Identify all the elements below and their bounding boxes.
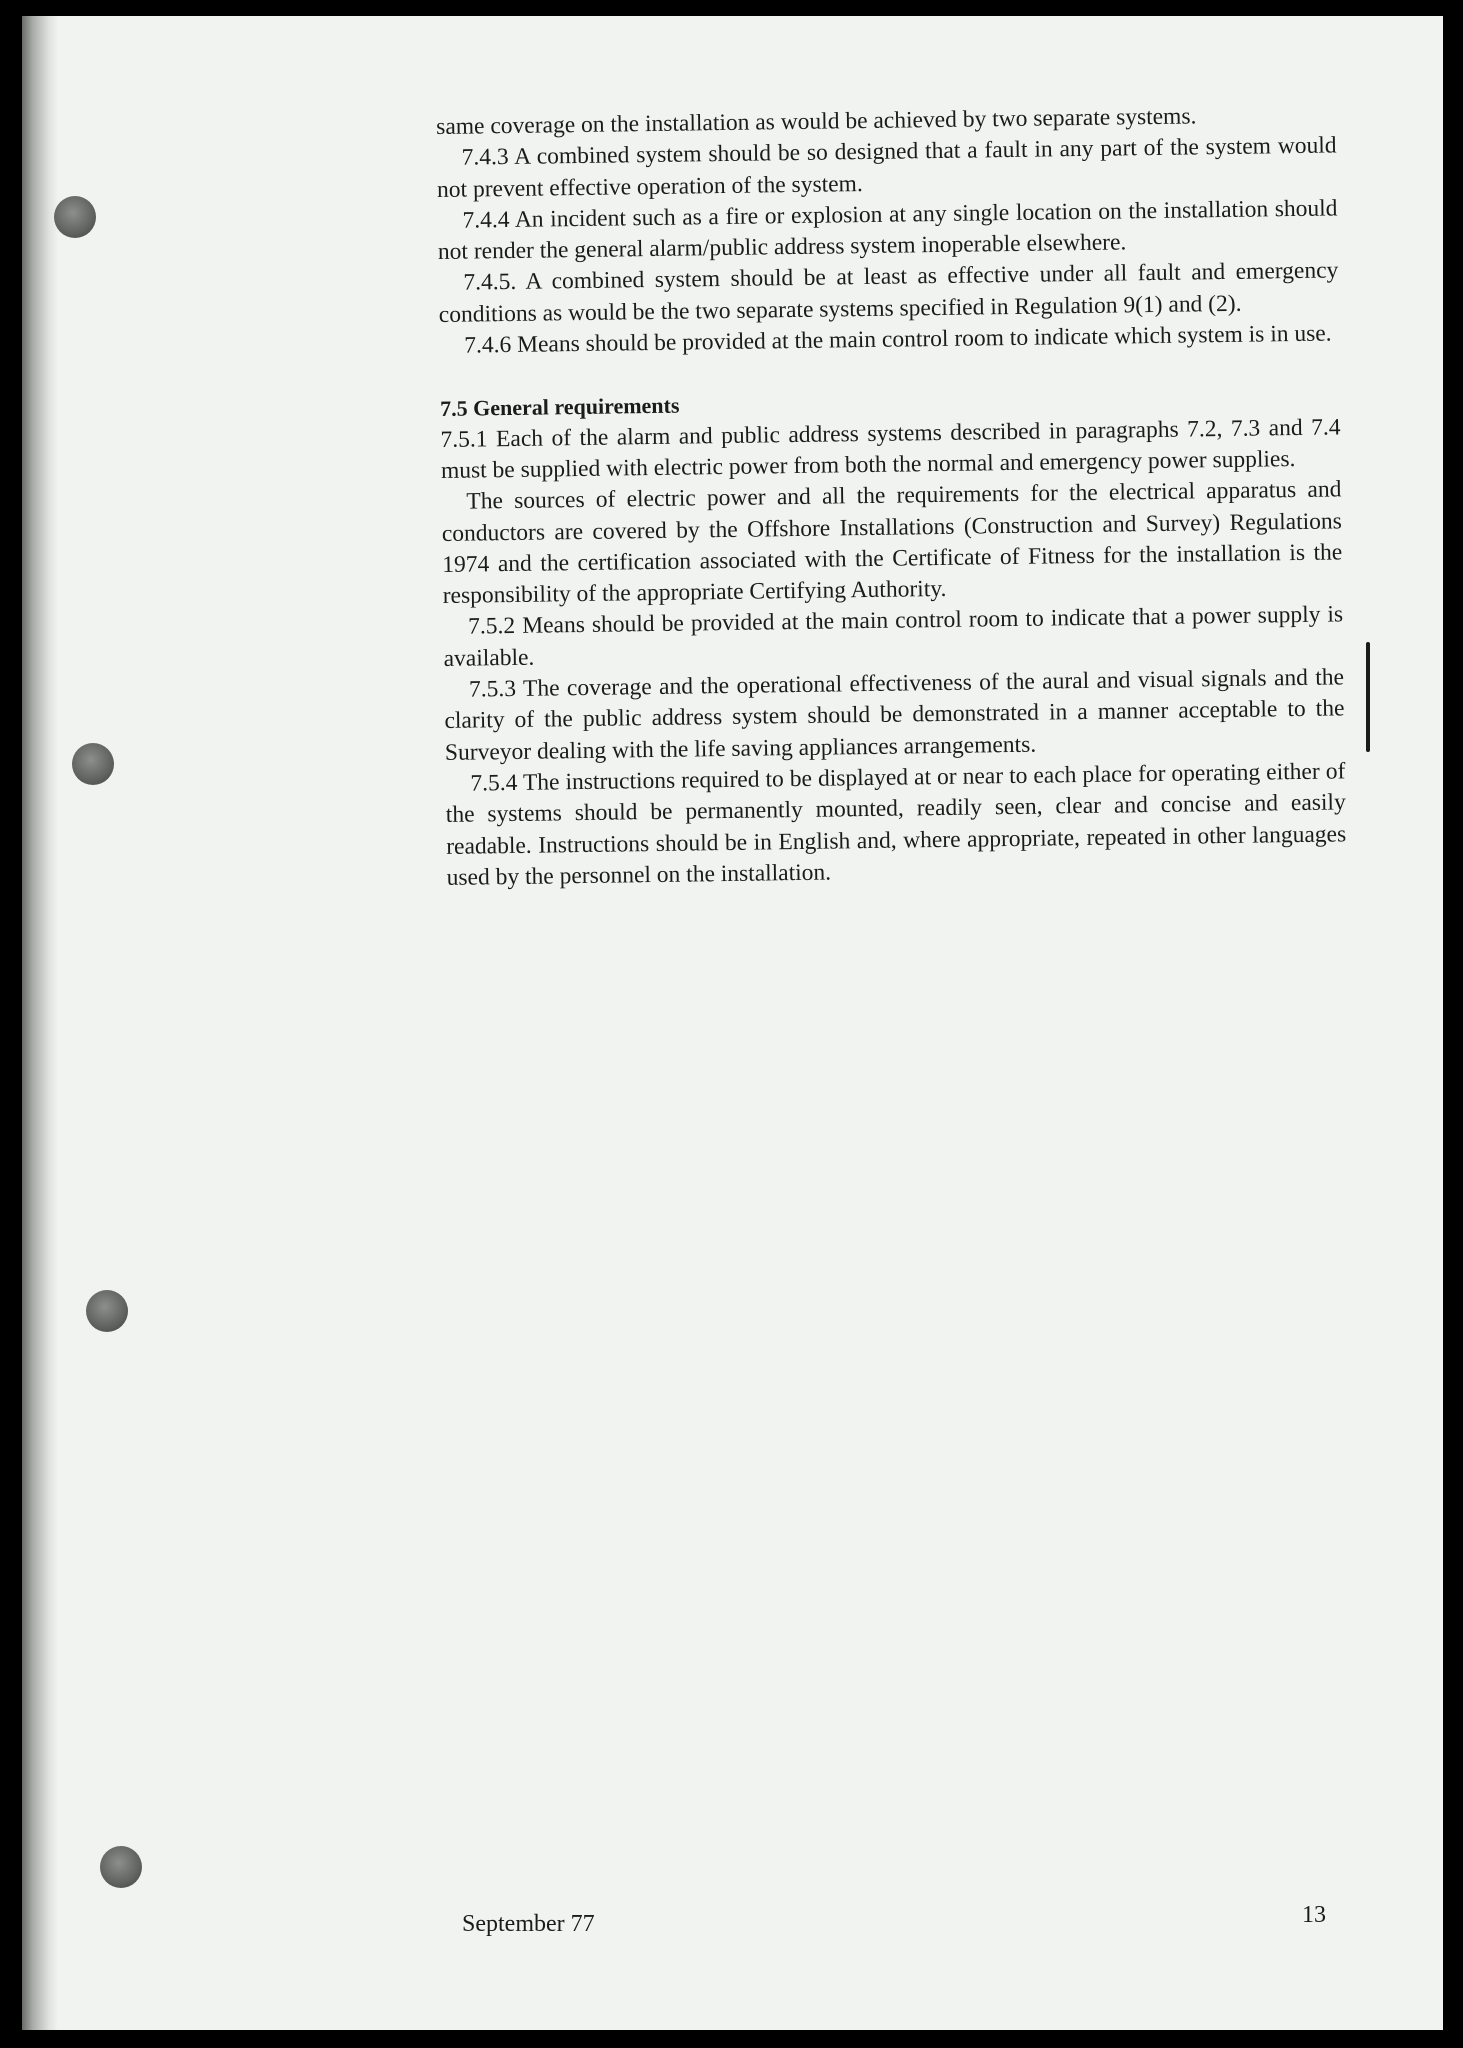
- document-page: [22, 16, 1443, 2030]
- punch-hole-4: [100, 1846, 142, 1888]
- paragraph-continuation: same coverage on the installation as would be achieved by two separate systems.: [436, 103, 1197, 140]
- punch-hole-1: [54, 196, 96, 238]
- page-number: 13: [1302, 1902, 1326, 1928]
- punch-hole-3: [86, 1290, 128, 1332]
- body-text: [436, 99, 1347, 894]
- footer-date: September 77: [462, 1911, 595, 1937]
- paragraph-7-5-2: 7.5.2 Means should be provided at the main control room to indicate that a power supply is available.: [443, 601, 1344, 672]
- paragraph-7-4-5: 7.4.5. A combined system should be at least as effective under all fault and emergency conditions as would be the two separate systems specified in Regulation 9(1) and (2).: [438, 257, 1339, 328]
- margin-pen-mark: [1366, 642, 1370, 752]
- paragraph-power-sources: The sources of electric power and all the requirements for the electrical apparatus and conductors are covered by the Offshore Installations (Construction and Survey) Regulations 1974 and the certification associated with the Certificate of Fitness for the installation is the responsibility of the appropriate Certifying Authority.: [441, 476, 1343, 610]
- punch-hole-2: [72, 743, 114, 785]
- paragraph-7-5-4: 7.5.4 The instructions required to be displayed at or near to each place for operating either of the systems should be permanently mounted, readily seen, clear and concise and easily readable. Instructions should be in English and, where appropriate, repeated in other languages used by the personnel on the installation.: [445, 758, 1347, 891]
- paragraph-7-5-1: 7.5.1 Each of the alarm and public address systems described in paragraphs 7.2, 7.3 and 7.4 must be supplied with electric power from both the normal and emergency power supplies.: [440, 414, 1341, 484]
- paragraph-7-4-6: 7.4.6 Means should be provided at the main control room to indicate which system is in use.: [464, 320, 1332, 359]
- paragraph-7-4-3: 7.4.3 A combined system should be so designed that a fault in any part of the system would not prevent effective operation of the system.: [436, 132, 1337, 203]
- page-edge-shadow: [22, 16, 58, 2030]
- paragraph-7-4-4: 7.4.4 An incident such as a fire or explosion at any single location on the installation should not render the general alarm/public address system inoperable elsewhere.: [437, 195, 1338, 266]
- paragraph-7-5-3: 7.5.3 The coverage and the operational effectiveness of the aural and visual signals and the clarity of the public address system should be demonstrated in a manner acceptable to the Surveyor dealing with the life saving appliances arrangements.: [444, 664, 1345, 766]
- section-heading: 7.5 General requirements: [439, 393, 680, 422]
